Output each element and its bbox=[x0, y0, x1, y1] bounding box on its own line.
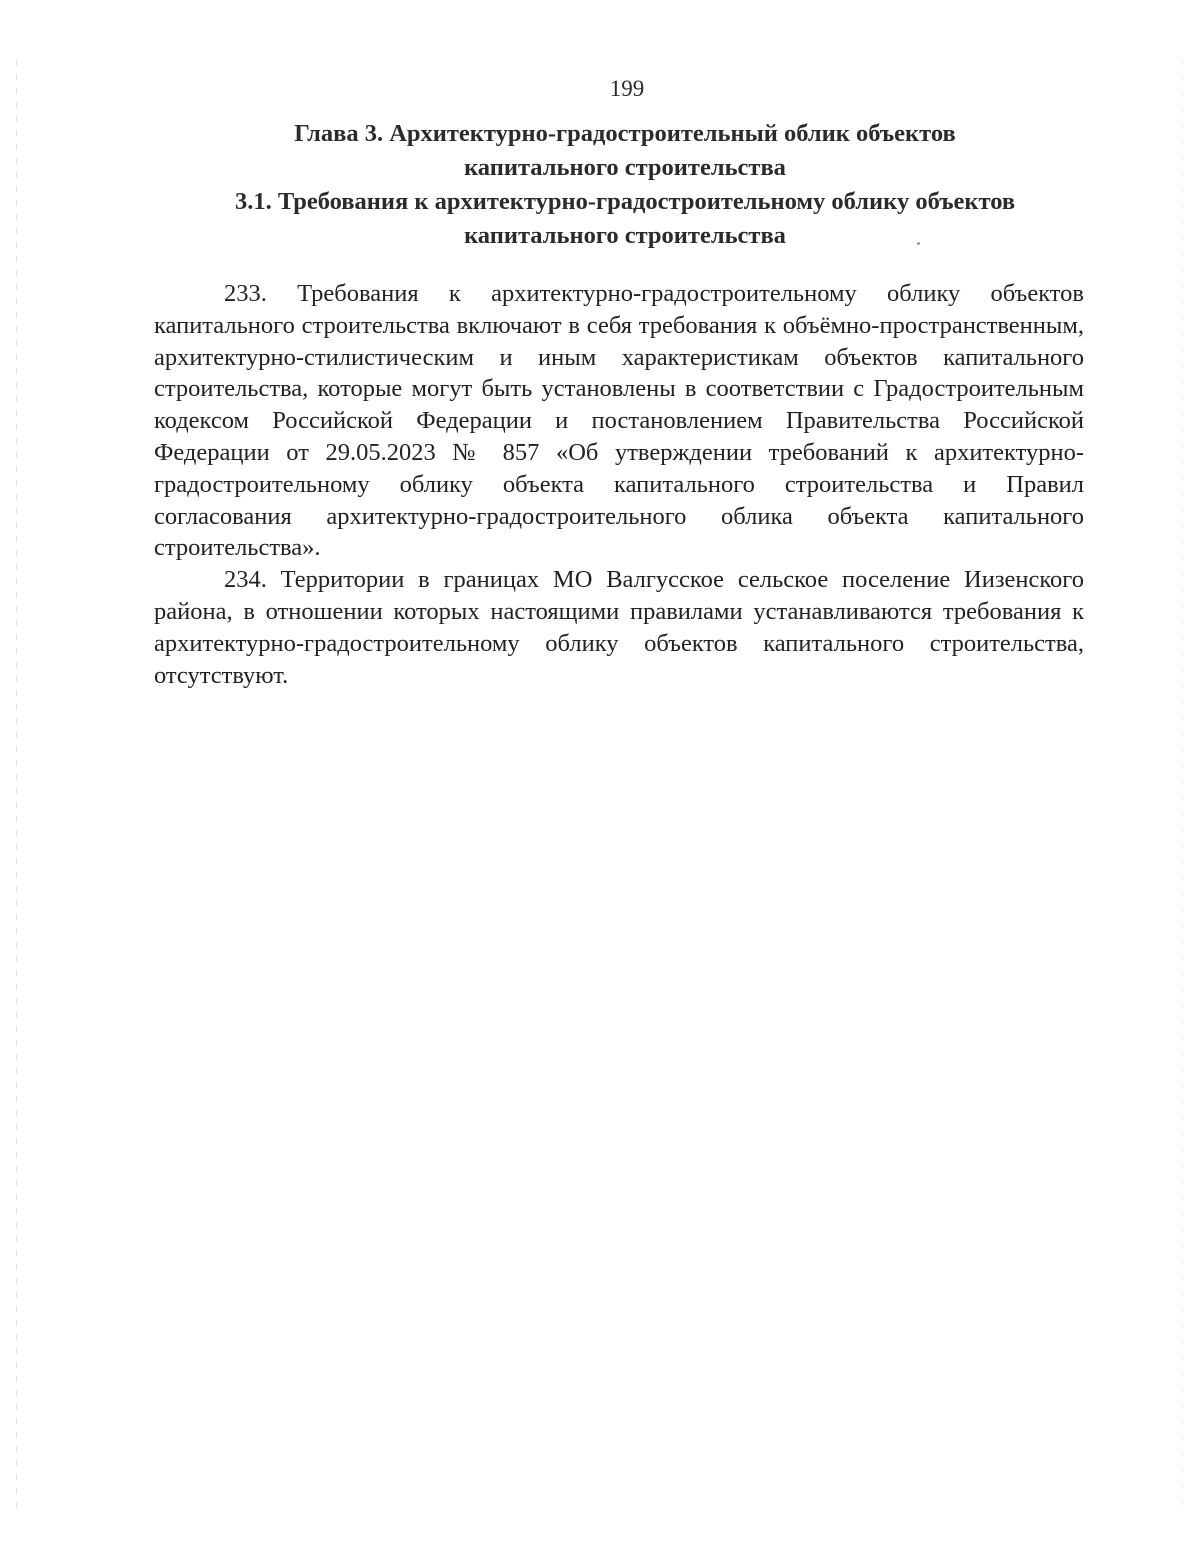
paragraph-234: 234. Территории в границах МО Валгусское сельское поселение Иизенского района, в отношении которых настоящими правилами устанавливаются требования к архитектурно-градостроительному облику объектов капитального строительства, отсутствуют. bbox=[154, 566, 1084, 689]
section-title-line-1: 3.1. Требования к архитектурно-градостроительному облику объектов bbox=[234, 188, 1016, 215]
chapter-title-line-1: Глава 3. Архитектурно-градостроительный облик объектов bbox=[294, 120, 956, 147]
page-number: 199 bbox=[609, 76, 645, 101]
scan-speck bbox=[917, 242, 920, 245]
body-text bbox=[154, 278, 1084, 691]
scan-edge-right bbox=[1182, 60, 1183, 1510]
chapter-title-line-2: капитального строительства bbox=[464, 154, 786, 181]
headings-block bbox=[150, 117, 1100, 253]
scan-edge-left bbox=[16, 60, 17, 1510]
section-title-line-2: капитального строительства bbox=[464, 222, 786, 249]
paragraph-233: 233. Требования к архитектурно-градостроительному облику объектов капитального строительства включают в себя требования к объёмно-пространственным, архитектурно-стилистическим и иным характеристикам объектов капитального строительства, которые могут быть установлены в соответствии с Градостроительным кодексом Российской Федерации и постановлением Правительства Российской Федерации от 29.05.2023 № 857 «Об утверждении требований к архитектурно-градостроительному облику объекта капитального строительства и Правил согласования архитектурно-градостроительного облика объекта капитального строительства». bbox=[154, 280, 1084, 562]
